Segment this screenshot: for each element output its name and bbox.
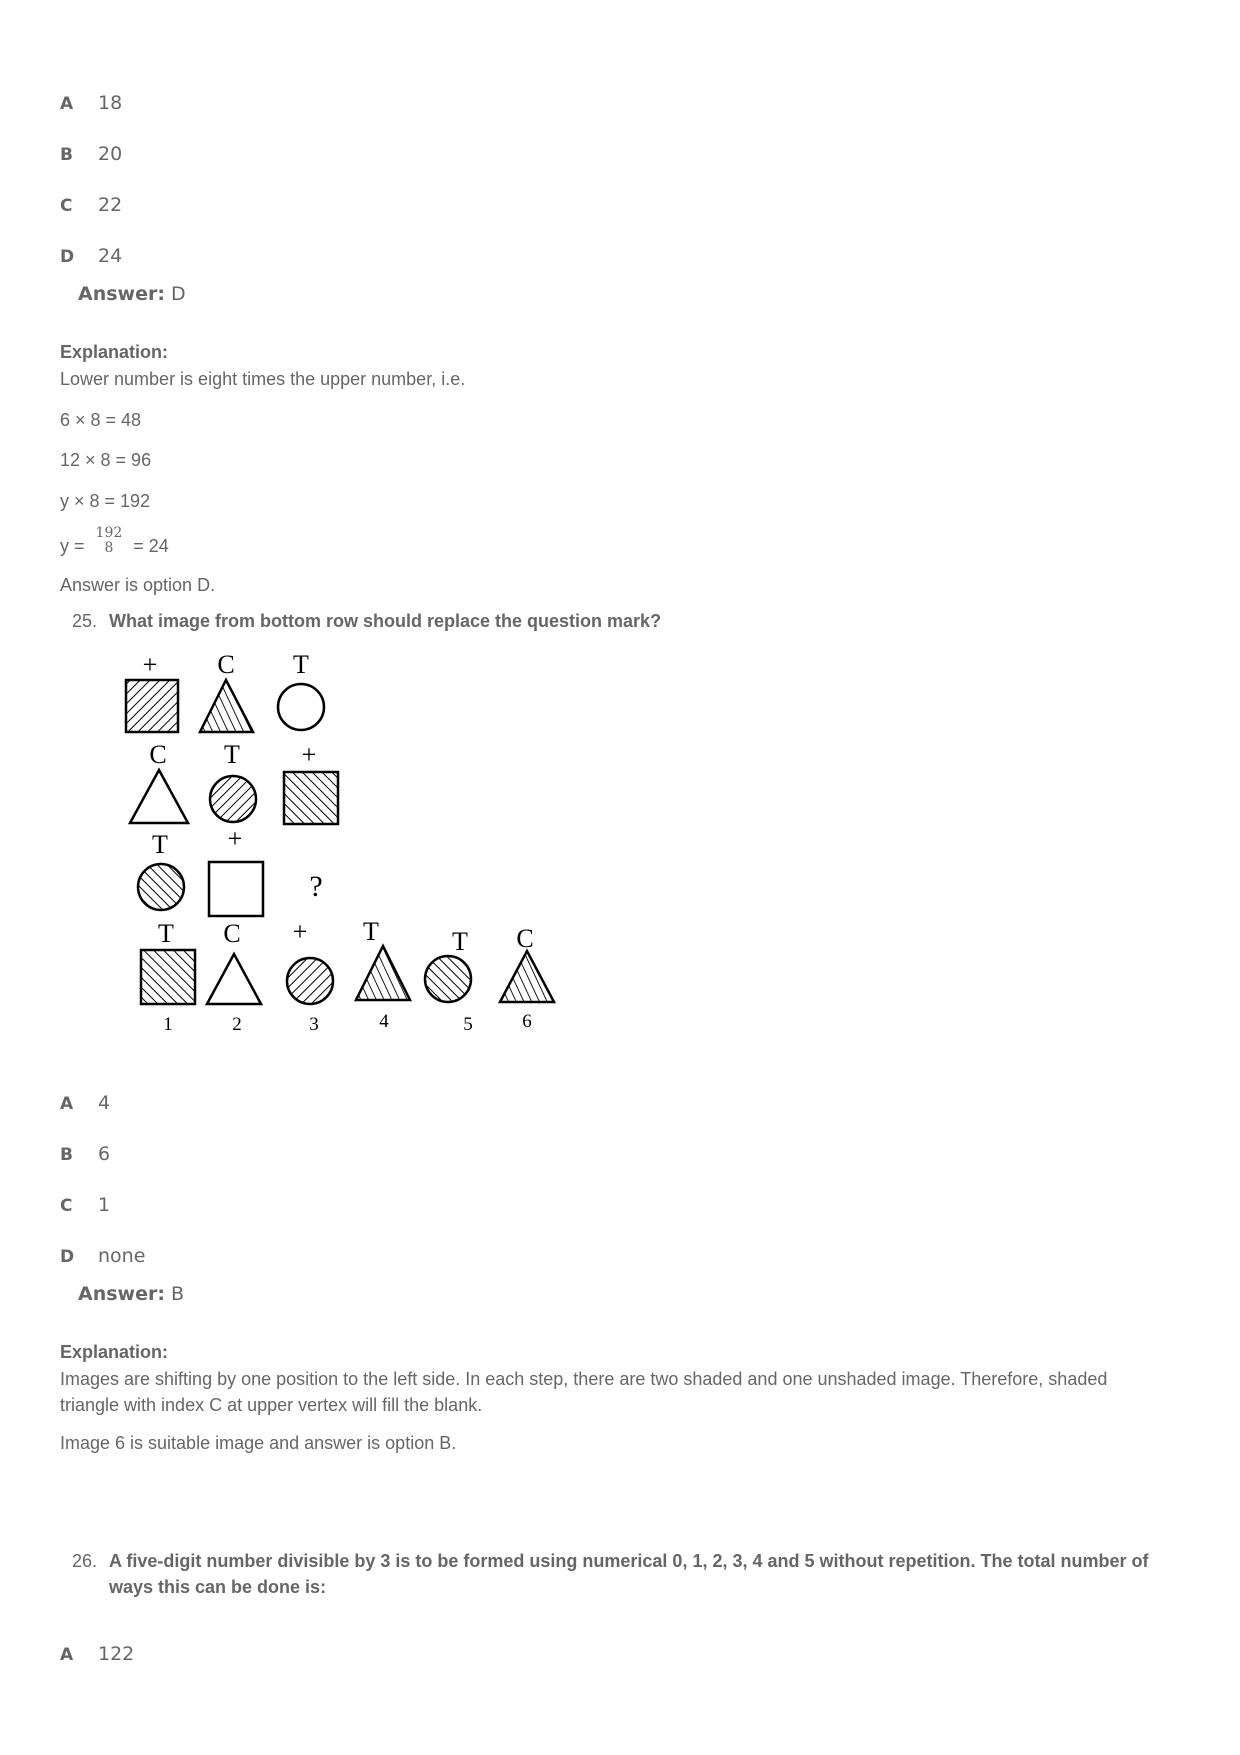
question-text: What image from bottom row should replace the question mark? <box>109 611 662 631</box>
answer-value: B <box>171 1283 185 1305</box>
option-letter: A <box>60 1094 74 1114</box>
fraction-equation <box>60 525 169 562</box>
option-c <box>60 194 122 216</box>
option-letter: A <box>60 1645 74 1665</box>
option-value: 18 <box>98 92 123 114</box>
figure-label: C <box>217 650 235 679</box>
option-d <box>60 245 122 267</box>
option-value: 4 <box>98 1092 111 1114</box>
option-a <box>60 1092 110 1114</box>
figure-label: + <box>301 740 317 769</box>
answer-value: D <box>171 283 186 305</box>
plain-circle-shape <box>278 684 324 730</box>
option-b <box>60 1143 110 1165</box>
explanation-conclusion: Image 6 is suitable image and answer is option B. <box>60 1433 457 1453</box>
figure-label: T <box>224 740 240 769</box>
option-a <box>60 1643 134 1665</box>
plain-triangle-shape <box>130 770 188 823</box>
question-mark: ? <box>309 870 323 903</box>
answer-label: Answer: <box>78 283 165 305</box>
plain-square-shape <box>209 862 263 916</box>
explanation-title: Explanation: <box>60 1342 169 1362</box>
explanation-line: 12 × 8 = 96 <box>60 450 152 470</box>
equation-prefix: y = <box>60 535 85 556</box>
equation-suffix: = 24 <box>133 535 169 556</box>
option-number: 5 <box>463 1014 473 1035</box>
explanation-line: Lower number is eight times the upper number, i.e. <box>60 369 466 389</box>
option-number: 6 <box>522 1011 532 1032</box>
figure-label: T <box>158 919 174 948</box>
option-letter: C <box>60 196 73 216</box>
explanation-line: y × 8 = 192 <box>60 491 151 511</box>
fraction-denominator: 8 <box>104 540 114 556</box>
option-letter: D <box>60 247 75 267</box>
figure-label: T <box>152 830 168 859</box>
answer-line <box>78 1283 184 1305</box>
option-6-shape <box>500 951 554 1002</box>
figure-label: C <box>516 924 534 953</box>
option-value: 24 <box>98 245 123 267</box>
hatched-circle-shape <box>138 864 184 910</box>
hatched-circle-shape <box>210 776 256 822</box>
option-4-shape <box>356 946 410 1000</box>
option-value: 1 <box>98 1194 111 1216</box>
option-letter: C <box>60 1196 73 1216</box>
option-1-shape <box>141 950 195 1004</box>
explanation-line: 6 × 8 = 48 <box>60 410 142 430</box>
answer-label: Answer: <box>78 1283 165 1305</box>
explanation-text: Images are shifting by one position to the left side. In each step, there are two shaded and one unshaded image. Therefore, shaded triangle with index C at upper vertex will fill the blank. <box>60 1369 1108 1415</box>
option-number: 1 <box>163 1014 173 1035</box>
explanation-title: Explanation: <box>60 342 169 362</box>
option-value: none <box>98 1245 146 1267</box>
puzzle-svg <box>120 650 570 1050</box>
explanation-conclusion: Answer is option D. <box>60 575 216 595</box>
option-3-shape <box>287 958 333 1004</box>
option-2-shape <box>207 954 261 1004</box>
option-a <box>60 92 122 114</box>
figure-label: T <box>452 927 468 956</box>
question-26 <box>72 1548 1182 1600</box>
option-5-shape <box>425 956 471 1002</box>
figure-label: + <box>292 917 308 946</box>
option-c <box>60 1194 110 1216</box>
fraction-numerator: 192 <box>95 525 123 541</box>
question-number: 26. <box>72 1551 98 1571</box>
option-value: 20 <box>98 143 123 165</box>
option-d <box>60 1245 145 1267</box>
option-number: 3 <box>309 1014 319 1035</box>
hatched-square-shape <box>126 680 178 732</box>
answer-line <box>78 283 186 305</box>
figure-label: + <box>227 824 243 853</box>
figure-label: C <box>149 740 167 769</box>
option-letter: B <box>60 1145 73 1165</box>
hatched-triangle-shape <box>200 680 253 732</box>
puzzle-figure <box>120 650 570 1055</box>
figure-label: T <box>293 650 309 679</box>
option-number: 4 <box>379 1011 389 1032</box>
option-letter: D <box>60 1247 75 1267</box>
figure-label: T <box>363 917 379 946</box>
option-value: 22 <box>98 194 123 216</box>
option-value: 122 <box>98 1643 135 1665</box>
option-b <box>60 143 122 165</box>
hatched-square-shape <box>284 772 338 824</box>
question-number: 25. <box>72 611 98 631</box>
question-text: A five-digit number divisible by 3 is to be formed using numerical 0, 1, 2, 3, 4 and 5 without repetition. The total number of ways this can be done is: <box>109 1551 1149 1597</box>
option-number: 2 <box>232 1014 242 1035</box>
fraction <box>96 526 123 556</box>
option-letter: B <box>60 145 73 165</box>
option-value: 6 <box>98 1143 111 1165</box>
question-25 <box>72 608 1182 634</box>
option-letter: A <box>60 94 74 114</box>
figure-label: + <box>142 650 158 679</box>
figure-label: C <box>223 919 241 948</box>
